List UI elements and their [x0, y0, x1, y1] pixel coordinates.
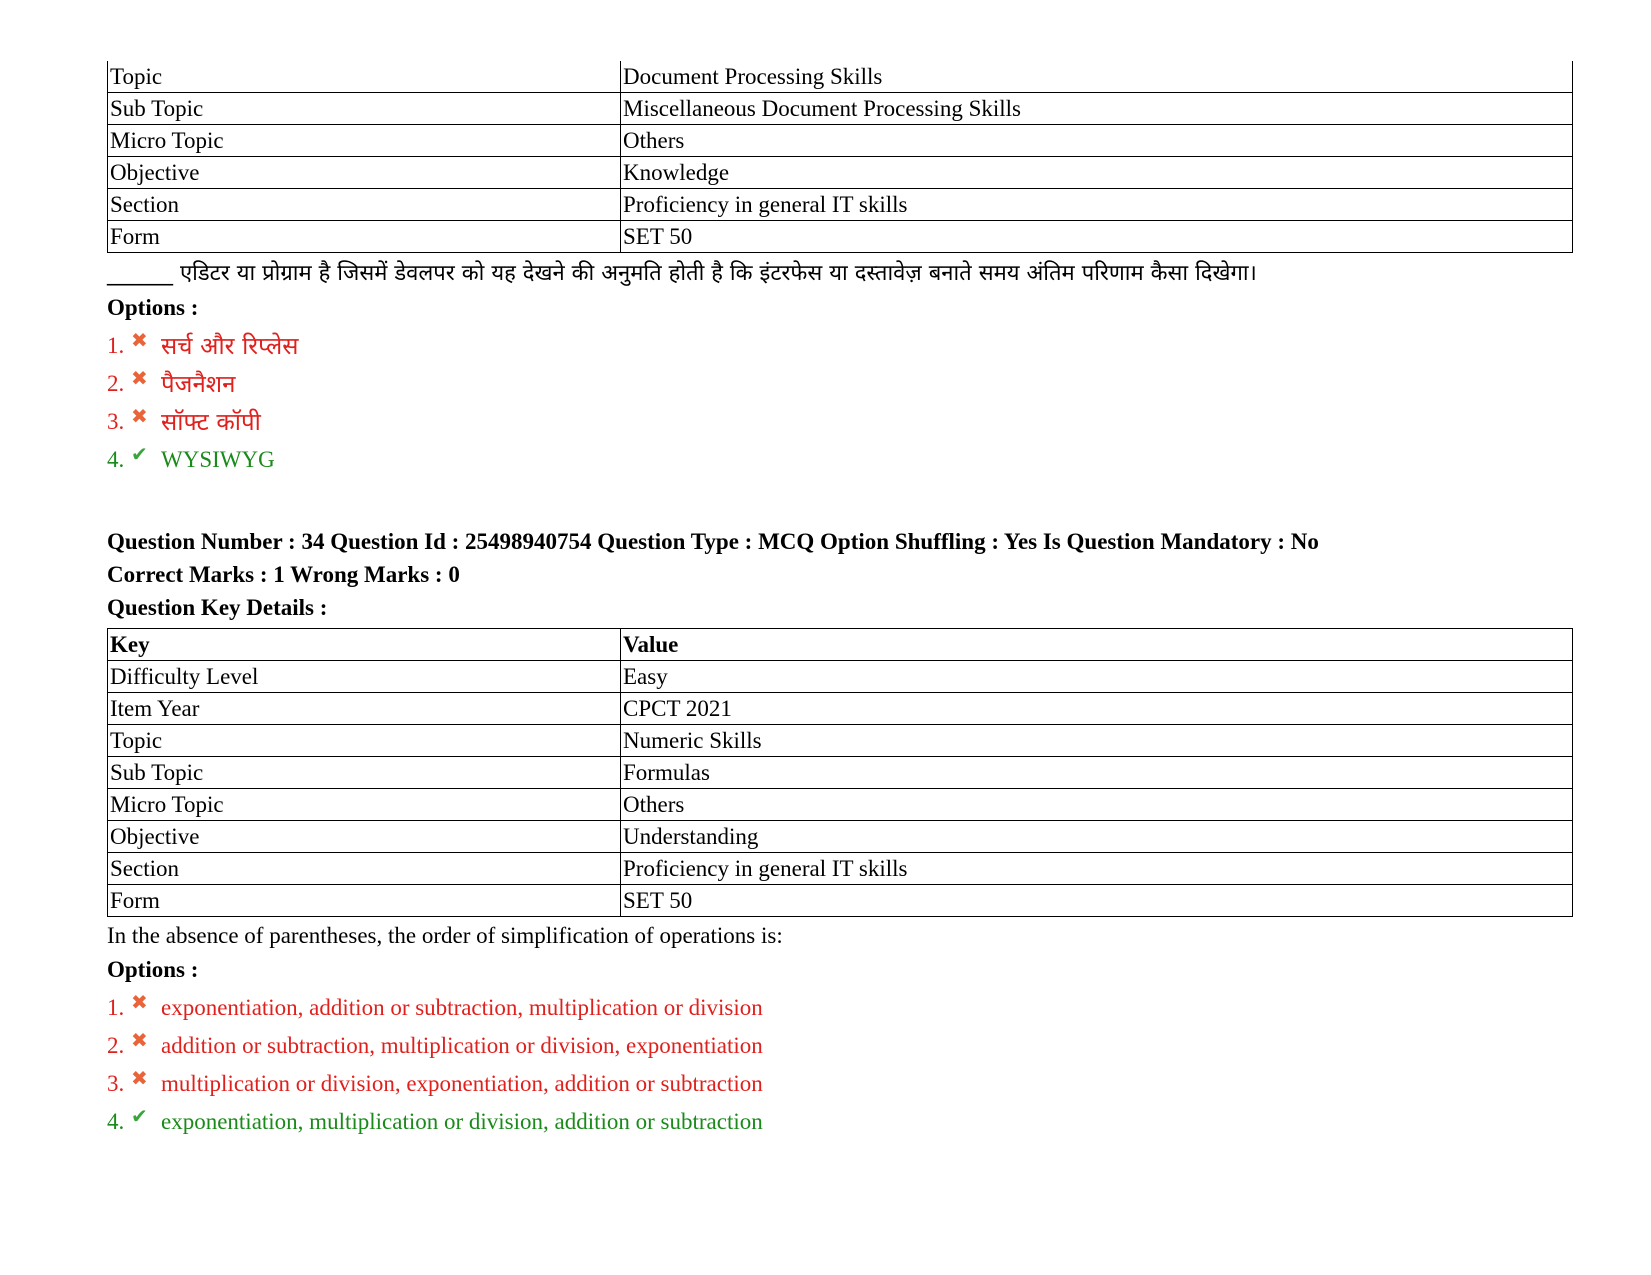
option-number: 4.	[107, 1109, 125, 1134]
table-row	[108, 693, 1573, 725]
detail-value: Proficiency in general IT skills	[621, 853, 1573, 885]
detail-value: Numeric Skills	[621, 725, 1573, 757]
detail-value: CPCT 2021	[621, 693, 1573, 725]
table-row	[108, 757, 1573, 789]
detail-key: Topic	[108, 61, 621, 93]
detail-key: Form	[108, 885, 621, 917]
option-text: exponentiation, multiplication or division, addition or subtraction	[161, 1109, 763, 1134]
question-meta-line: Question Number : 34 Question Id : 25498940754 Question Type : MCQ Option Shuffling : Yes Is Question Mandatory : No	[107, 529, 1319, 554]
q34-key-details-table	[107, 628, 1573, 917]
column-header-key: Key	[108, 629, 621, 661]
cross-mark-icon: ✖	[131, 1066, 148, 1090]
options-label: Options :	[107, 295, 199, 320]
detail-value: Formulas	[621, 757, 1573, 789]
table-row	[108, 93, 1573, 125]
table-row	[108, 821, 1573, 853]
table-row	[108, 189, 1573, 221]
question-text: In the absence of parentheses, the order of simplification of operations is:	[107, 923, 783, 948]
detail-key: Micro Topic	[108, 789, 621, 821]
option-text: WYSIWYG	[161, 447, 275, 472]
option-text: सर्च और रिप्लेस	[161, 332, 299, 360]
option-item	[107, 327, 1573, 365]
key-details-label: Question Key Details :	[107, 595, 328, 620]
table-row	[108, 157, 1573, 189]
option-number: 3.	[107, 1071, 125, 1096]
table-row	[108, 221, 1573, 253]
question-text: ______ एडिटर या प्रोग्राम है जिसमें डेवलपर को यह देखने की अनुमति होती है कि इंटरफेस या दस्तावेज़ बनाते समय अंतिम परिणाम कैसा दिखेगा।	[107, 261, 1257, 286]
detail-key: Objective	[108, 157, 621, 189]
table-header-row	[108, 629, 1573, 661]
detail-key: Sub Topic	[108, 757, 621, 789]
table-row	[108, 725, 1573, 757]
option-number: 3.	[107, 409, 125, 434]
marks-line: Correct Marks : 1 Wrong Marks : 0	[107, 562, 460, 587]
cross-mark-icon: ✖	[131, 1028, 148, 1052]
table-row	[108, 789, 1573, 821]
option-item	[107, 365, 1573, 403]
option-number: 2.	[107, 1033, 125, 1058]
check-mark-icon: ✔	[131, 442, 148, 466]
detail-key: Objective	[108, 821, 621, 853]
option-number: 1.	[107, 333, 125, 358]
cross-mark-icon: ✖	[131, 328, 148, 352]
detail-value: Others	[621, 125, 1573, 157]
detail-key: Topic	[108, 725, 621, 757]
option-text: सॉफ्ट कॉपी	[161, 408, 261, 436]
option-item	[107, 403, 1573, 441]
option-number: 4.	[107, 447, 125, 472]
option-text: addition or subtraction, multiplication or division, exponentiation	[161, 1033, 763, 1058]
option-item	[107, 989, 1573, 1027]
table-row	[108, 125, 1573, 157]
detail-key: Section	[108, 189, 621, 221]
table-row	[108, 661, 1573, 693]
table-row	[108, 853, 1573, 885]
detail-value: SET 50	[621, 221, 1573, 253]
cross-mark-icon: ✖	[131, 366, 148, 390]
detail-value: SET 50	[621, 885, 1573, 917]
option-number: 2.	[107, 371, 125, 396]
detail-value: Knowledge	[621, 157, 1573, 189]
detail-key: Difficulty Level	[108, 661, 621, 693]
check-mark-icon: ✔	[131, 1104, 148, 1128]
option-item	[107, 1065, 1573, 1103]
detail-value: Proficiency in general IT skills	[621, 189, 1573, 221]
column-header-value: Value	[621, 629, 1573, 661]
detail-value: Others	[621, 789, 1573, 821]
detail-value: Miscellaneous Document Processing Skills	[621, 93, 1573, 125]
option-number: 1.	[107, 995, 125, 1020]
option-text: exponentiation, addition or subtraction, multiplication or division	[161, 995, 763, 1020]
q33-key-details-table	[107, 61, 1573, 253]
option-item	[107, 1103, 1573, 1141]
detail-key: Micro Topic	[108, 125, 621, 157]
detail-key: Sub Topic	[108, 93, 621, 125]
detail-key: Form	[108, 221, 621, 253]
detail-value: Understanding	[621, 821, 1573, 853]
option-text: पैजनैशन	[161, 370, 236, 398]
cross-mark-icon: ✖	[131, 404, 148, 428]
table-row	[108, 885, 1573, 917]
detail-value: Easy	[621, 661, 1573, 693]
option-item	[107, 1027, 1573, 1065]
options-label: Options :	[107, 957, 199, 982]
cross-mark-icon: ✖	[131, 990, 148, 1014]
detail-key: Section	[108, 853, 621, 885]
option-item	[107, 441, 1573, 479]
detail-key: Item Year	[108, 693, 621, 725]
option-text: multiplication or division, exponentiation, addition or subtraction	[161, 1071, 763, 1096]
question-paper-page	[107, 61, 1573, 1141]
detail-value: Document Processing Skills	[621, 61, 1573, 93]
table-row	[108, 61, 1573, 93]
